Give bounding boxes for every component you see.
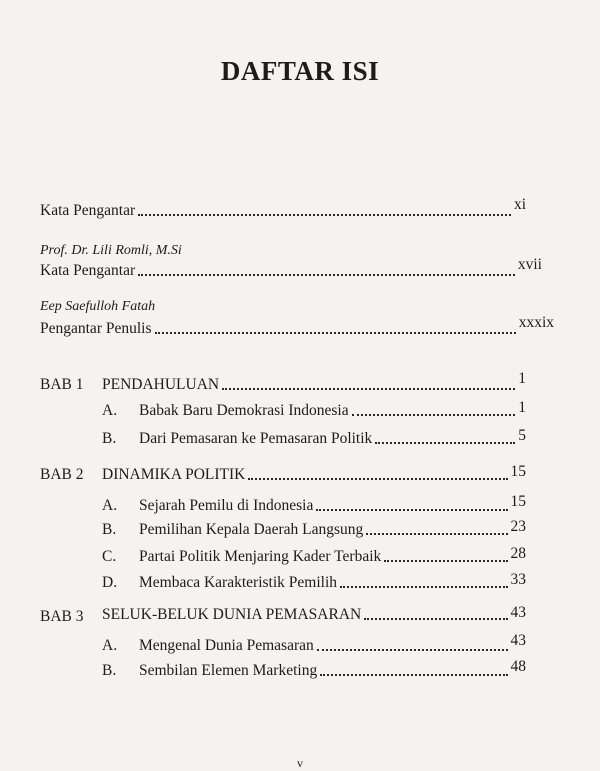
toc-section [102, 427, 526, 448]
leader-dots [138, 214, 511, 216]
toc-section [102, 518, 526, 539]
section-page: 5 [518, 427, 526, 444]
chapter-number: BAB 1 [40, 376, 84, 393]
chapter-title: DINAMIKA POLITIK [102, 466, 246, 483]
toc-section [102, 632, 526, 655]
toc-entry-page: xvii [517, 256, 542, 273]
toc-chapter [102, 606, 526, 624]
section-letter: A. [102, 497, 118, 514]
section-title: Dari Pemasaran ke Pemasaran Politik [139, 430, 373, 447]
toc-chapter [102, 463, 526, 484]
leader-dots [155, 332, 516, 334]
leader-dots [375, 442, 515, 444]
toc-entry [40, 314, 554, 338]
page-number: v [297, 756, 303, 770]
section-title: Pemilihan Kepala Daerah Langsung [139, 521, 364, 538]
chapter-page: 15 [510, 463, 526, 480]
chapter-number: BAB 3 [40, 608, 84, 625]
section-page: 23 [510, 518, 526, 535]
toc-entry [40, 256, 542, 280]
section-letter: A. [102, 402, 118, 419]
section-title: Mengenal Dunia Pemasaran [139, 637, 314, 654]
chapter-title: SELUK-BELUK DUNIA PEMASARAN [102, 606, 362, 623]
toc-section [102, 545, 526, 566]
page-title: DAFTAR ISI [220, 56, 380, 86]
section-letter: B. [102, 662, 117, 679]
toc-entry [40, 196, 526, 220]
section-title: Babak Baru Demokrasi Indonesia [139, 402, 349, 419]
section-title: Sejarah Pemilu di Indonesia [139, 497, 314, 514]
section-title: Partai Politik Menjaring Kader Terbaik [139, 548, 382, 565]
section-page: 1 [518, 399, 526, 416]
section-title: Sembilan Elemen Marketing [139, 662, 318, 679]
chapter-title: PENDAHULUAN [102, 376, 220, 393]
toc-section [102, 399, 526, 420]
section-page: 43 [510, 632, 526, 649]
leader-dots [316, 509, 507, 511]
section-letter: A. [102, 637, 118, 654]
leader-dots [352, 414, 516, 416]
toc-section [102, 658, 526, 680]
leader-dots [340, 586, 508, 588]
leader-dots [364, 618, 507, 620]
toc-entry-label: Pengantar Penulis [40, 320, 152, 337]
leader-dots [366, 533, 507, 535]
leader-dots [222, 388, 515, 390]
toc-entry-author: Prof. Dr. Lili Romli, M.Si [40, 243, 182, 258]
toc-entry-page: xxxix [518, 314, 554, 331]
section-page: 48 [510, 658, 526, 675]
chapter-number: BAB 2 [40, 466, 84, 483]
toc-chapter [102, 370, 526, 394]
toc-section [102, 493, 526, 515]
chapter-page: 43 [510, 604, 526, 621]
section-page: 15 [510, 493, 526, 510]
section-letter: C. [102, 548, 117, 565]
toc-entry-label: Kata Pengantar [40, 262, 136, 279]
toc-entry-page: xi [513, 196, 526, 213]
toc-section [102, 571, 526, 592]
section-page: 28 [510, 545, 526, 562]
section-letter: D. [102, 574, 118, 591]
leader-dots [138, 274, 515, 276]
chapter-page: 1 [518, 370, 526, 387]
section-letter: B. [102, 521, 117, 538]
toc-entry-author: Eep Saefulloh Fatah [40, 299, 156, 314]
section-title: Membaca Karakteristik Pemilih [139, 574, 337, 591]
leader-dots [317, 649, 508, 651]
leader-dots [384, 560, 507, 562]
leader-dots [320, 674, 507, 676]
section-page: 33 [510, 571, 526, 588]
toc-entry-label: Kata Pengantar [40, 202, 136, 219]
leader-dots [248, 478, 507, 480]
section-letter: B. [102, 430, 117, 447]
